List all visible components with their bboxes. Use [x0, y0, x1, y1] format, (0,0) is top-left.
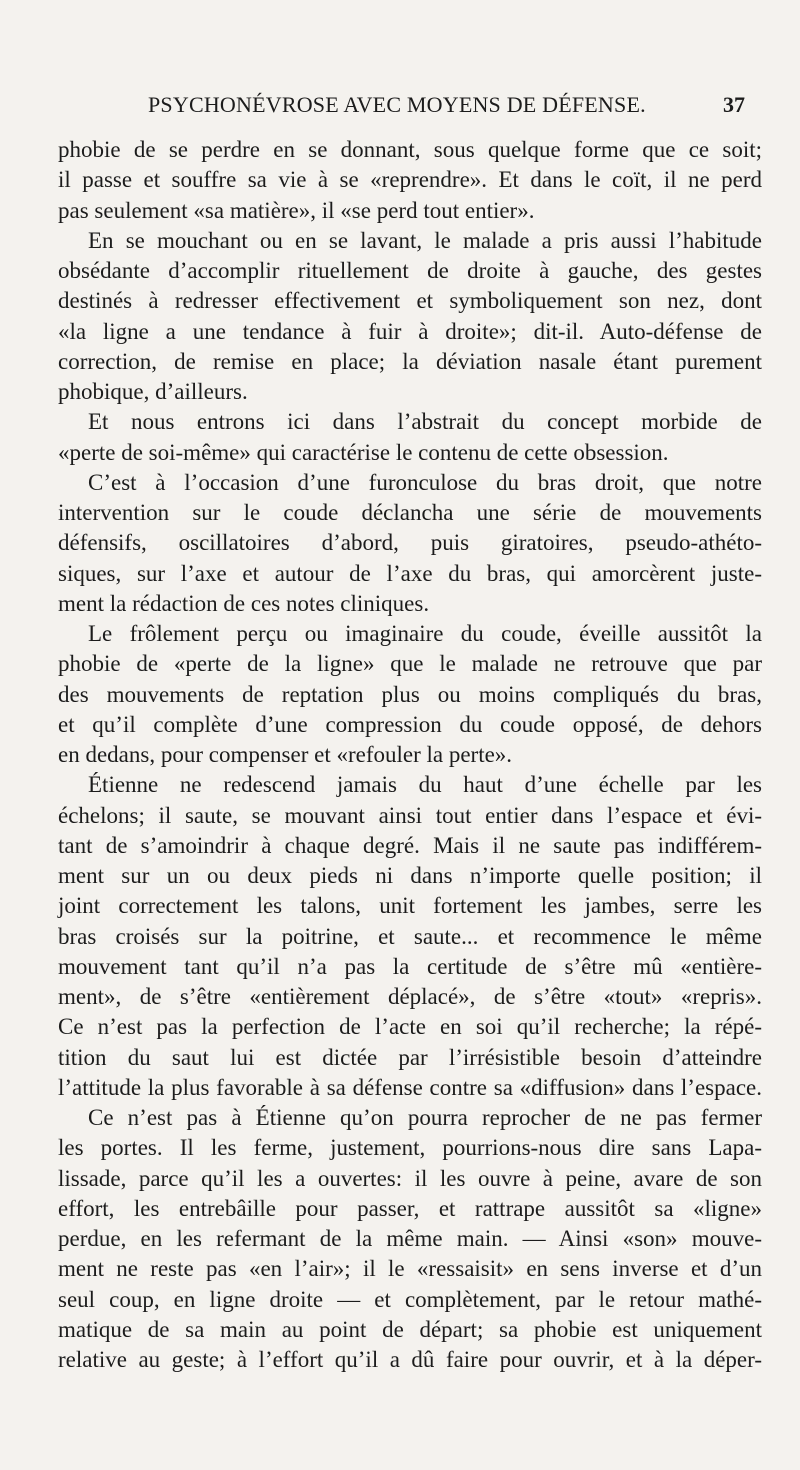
text-line: «perte de soi-même» qui caractérise le contenu de cette obsession.: [58, 439, 669, 465]
text-line: ment sur un ou deux pieds ni dans n’importe quelle position; il: [58, 863, 762, 888]
text-line: siques, sur l’axe et autour de l’axe du bras, qui amorcèrent juste-: [58, 560, 762, 586]
text-line: et qu’il complète d’une compression du coude opposé, de dehors: [58, 711, 762, 737]
text-line: perdue, en les refermant de la même main. — Ainsi «son» mouve-: [58, 1226, 762, 1251]
text-line: intervention sur le coude déclancha une série de mouvements: [58, 500, 762, 525]
text-line: tition du saut lui est dictée par l’irrésistible besoin d’atteindre: [58, 1044, 762, 1070]
text-line: relative au geste; à l’effort qu’il a dû faire pour ouvrir, et à la déper-: [58, 1347, 762, 1372]
body-text: [58, 135, 762, 1375]
text-line: échelons; il saute, se mouvant ainsi tout entier dans l’espace et évi-: [58, 802, 762, 828]
text-line: Ce n’est pas à Étienne qu’on pourra reprocher de ne pas fermer: [88, 1105, 762, 1130]
text-line: les portes. Il les ferme, justement, pourrions-nous dire sans Lapa-: [58, 1135, 762, 1161]
text-line: lissade, parce qu’il les a ouvertes: il les ouvre à peine, avare de son: [58, 1165, 762, 1191]
text-line: En se mouchant ou en se lavant, le malade a pris aussi l’habitude: [88, 227, 762, 253]
page-header: [0, 92, 800, 124]
text-line: joint correctement les talons, unit fortement les jambes, serre les: [58, 893, 762, 919]
text-line: effort, les entrebâille pour passer, et rattrape aussitôt sa «ligne»: [58, 1195, 762, 1221]
text-line: Le frôlement perçu ou imaginaire du coude, éveille aussitôt la: [88, 621, 762, 646]
text-line: mouvement tant qu’il n’a pas la certitude de s’être mû «entière-: [58, 953, 762, 979]
text-line: des mouvements de reptation plus ou moins compliqués du bras,: [58, 681, 762, 707]
text-line: défensifs, oscillatoires d’abord, puis giratoires, pseudo-athéto-: [58, 530, 762, 556]
text-line: phobique, d’ailleurs.: [58, 379, 248, 404]
text-line: l’attitude la plus favorable à sa défense contre sa «diffusion» dans l’espace.: [58, 1074, 762, 1100]
text-line: il passe et souffre sa vie à se «reprendre». Et dans le coït, il ne perd: [58, 167, 762, 193]
running-title: PSYCHONÉVROSE AVEC MOYENS DE DÉFENSE.: [148, 92, 646, 117]
page-number: 37: [723, 92, 745, 117]
text-line: ment ne reste pas «en l’air»; il le «ressaisit» en sens inverse et d’un: [58, 1256, 762, 1282]
text-line: pas seulement «sa matière», il «se perd tout entier».: [58, 197, 535, 223]
text-line: en dedans, pour compenser et «refouler la perte».: [58, 742, 513, 767]
text-line: ment», de s’être «entièrement déplacé», de s’être «tout» «repris».: [58, 984, 762, 1009]
text-line: ment la rédaction de ces notes cliniques.: [58, 590, 430, 616]
text-line: Et nous entrons ici dans l’abstrait du concept morbide de: [88, 409, 762, 435]
text-line: phobie de se perdre en se donnant, sous quelque forme que ce soit;: [58, 137, 762, 162]
text-line: destinés à redresser effectivement et symboliquement son nez, dont: [58, 288, 762, 314]
text-line: obsédante d’accomplir rituellement de droite à gauche, des gestes: [58, 258, 762, 283]
text-line: matique de sa main au point de départ; sa phobie est uniquement: [58, 1316, 762, 1342]
text-line: tant de s’amoindrir à chaque degré. Mais il ne saute pas indifférem-: [58, 832, 762, 858]
text-line: Ce n’est pas la perfection de l’acte en soi qu’il recherche; la répé-: [58, 1014, 762, 1040]
text-line: Étienne ne redescend jamais du haut d’une échelle par les: [88, 772, 762, 798]
text-line: bras croisés sur la poitrine, et saute... et recommence le même: [58, 923, 762, 949]
text-line: «la ligne a une tendance à fuir à droite»; dit-il. Auto-défense de: [58, 318, 762, 344]
text-line: seul coup, en ligne droite — et complètement, par le retour mathé-: [58, 1286, 762, 1312]
text-line: phobie de «perte de la ligne» que le malade ne retrouve que par: [58, 651, 762, 677]
text-line: correction, de remise en place; la déviation nasale étant purement: [58, 348, 762, 374]
text-line: C’est à l’occasion d’une furonculose du bras droit, que notre: [88, 469, 762, 495]
